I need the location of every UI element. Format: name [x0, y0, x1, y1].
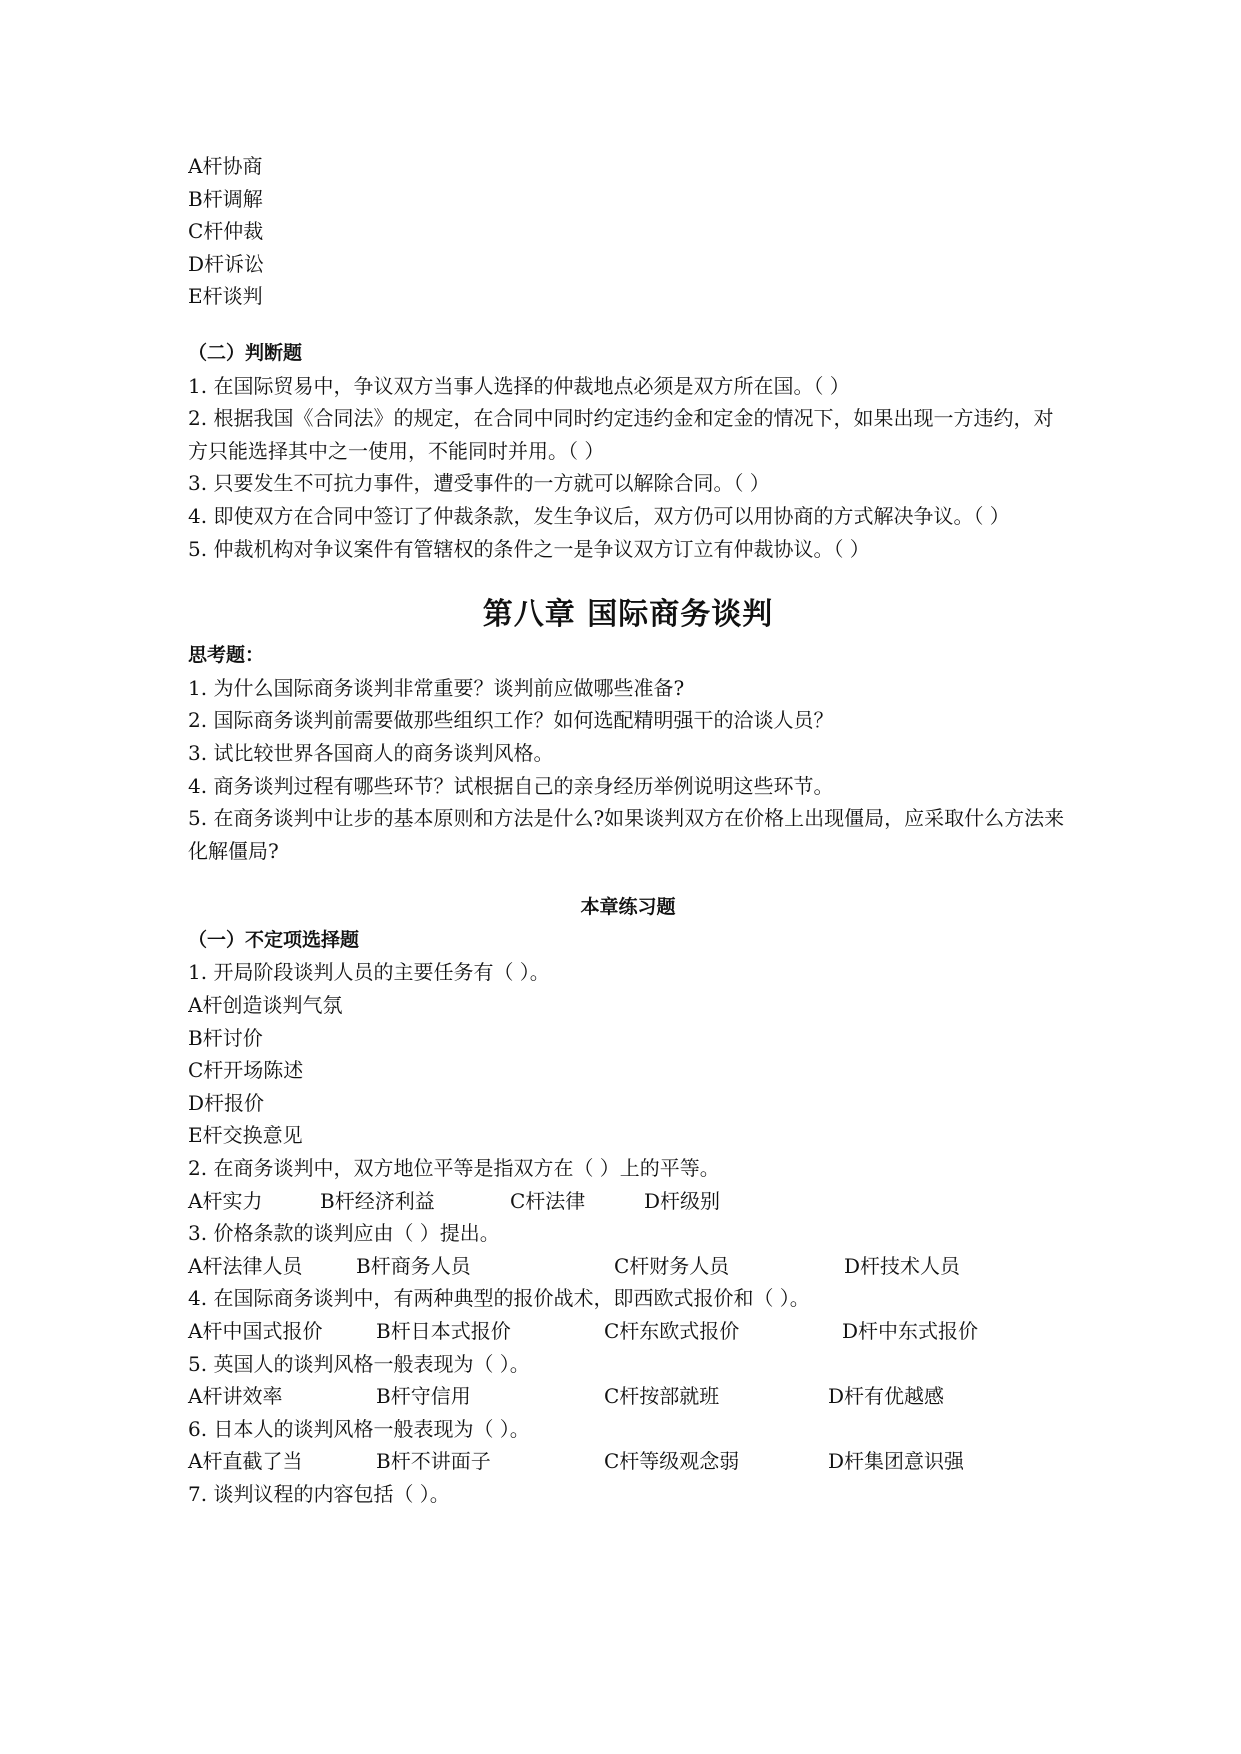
exercise-option: D杆有优越感 — [828, 1384, 945, 1409]
exercise-option: B杆日本式报价 — [376, 1319, 511, 1343]
exercise-option: E杆交换意见 — [188, 1123, 303, 1148]
option-line: A杆协商 — [188, 154, 263, 178]
exercise-question: 5. 英国人的谈判风格一般表现为（ ）。 — [188, 1351, 530, 1376]
judgement-item: 5. 仲裁机构对争议案件有管辖权的条件之一是争议双方订立有仲裁协议。（ ） — [188, 536, 870, 561]
exercise-option: D杆报价 — [188, 1090, 265, 1115]
exercise-question: 3. 价格条款的谈判应由（ ）提出。 — [188, 1221, 500, 1246]
exercises-heading: 本章练习题 — [580, 896, 676, 919]
question-item: 5. 在商务谈判中让步的基本原则和方法是什么?如果谈判双方在价格上出现僵局，应采取什么方法来化解僵局? — [188, 806, 1065, 863]
exercise-option: B杆商务人员 — [356, 1253, 471, 1278]
chapter-title: 第八章 国际商务谈判 — [482, 597, 774, 633]
exercise-option: B杆经济利益 — [320, 1188, 435, 1213]
questions-heading: 思考题： — [188, 644, 265, 667]
exercise-option: C杆财务人员 — [614, 1253, 730, 1278]
question-item: 3. 试比较世界各国商人的商务谈判风格。 — [188, 740, 554, 765]
exercise-option: C杆东欧式报价 — [604, 1319, 740, 1343]
exercise-option: A杆实力 — [188, 1188, 263, 1213]
exercise-options-row — [188, 1185, 1068, 1218]
exercise-option: D杆级别 — [644, 1188, 721, 1213]
exercise-options-row — [188, 1445, 1068, 1478]
section-heading-judgement: （二）判断题 — [188, 341, 303, 364]
exercise-option: D杆集团意识强 — [828, 1449, 965, 1474]
document-page — [188, 150, 1068, 1511]
judgement-item: 1. 在国际贸易中，争议双方当事人选择的仲裁地点必须是双方所在国。（ ） — [188, 373, 850, 398]
option-line: C杆仲裁 — [188, 219, 264, 244]
exercise-options-row — [188, 1315, 1068, 1348]
exercise-option: C杆等级观念弱 — [604, 1449, 740, 1474]
exercise-option: C杆法律 — [510, 1188, 586, 1213]
exercise-option: A杆讲效率 — [188, 1384, 283, 1409]
exercise-options-row — [188, 1380, 1068, 1413]
exercise-question: 6. 日本人的谈判风格一般表现为（ ）。 — [188, 1416, 530, 1441]
judgement-item: 3. 只要发生不可抗力事件，遭受事件的一方就可以解除合同。（ ） — [188, 471, 770, 496]
exercise-question: 7. 谈判议程的内容包括（ ）。 — [188, 1481, 450, 1506]
option-line: D杆诉讼 — [188, 251, 265, 276]
question-item: 2. 国际商务谈判前需要做那些组织工作？如何选配精明强干的洽谈人员？ — [188, 708, 834, 733]
exercise-option: B杆讨价 — [188, 1025, 263, 1050]
exercise-option: D杆技术人员 — [844, 1253, 961, 1278]
exercise-option: D杆中东式报价 — [842, 1319, 979, 1343]
option-line: B杆调解 — [188, 186, 263, 211]
question-item: 1. 为什么国际商务谈判非常重要？谈判前应做哪些准备? — [188, 675, 685, 700]
exercise-option: C杆按部就班 — [604, 1384, 720, 1409]
judgement-item: 4. 即使双方在合同中签订了仲裁条款，发生争议后，双方仍可以用协商的方式解决争议。（ ） — [188, 503, 1010, 528]
exercise-options-row — [188, 1250, 1068, 1283]
exercise-question: 4. 在国际商务谈判中，有两种典型的报价战术，即西欧式报价和（ ）。 — [188, 1286, 810, 1311]
judgement-item: 2. 根据我国《合同法》的规定，在合同中同时约定违约金和定金的情况下，如果出现一方违约，对方只能选择其中之一使用，不能同时并用。（ ） — [188, 406, 1054, 463]
exercise-question: 1. 开局阶段谈判人员的主要任务有（ ）。 — [188, 960, 550, 985]
option-line: E杆谈判 — [188, 284, 263, 309]
section-heading-choice: （一）不定项选择题 — [188, 928, 360, 951]
exercise-option: B杆守信用 — [376, 1384, 471, 1409]
exercise-option: A杆直截了当 — [188, 1449, 303, 1474]
exercise-option: A杆创造谈判气氛 — [188, 993, 343, 1018]
question-item: 4. 商务谈判过程有哪些环节？试根据自己的亲身经历举例说明这些环节。 — [188, 773, 834, 798]
exercise-option: A杆中国式报价 — [188, 1319, 323, 1343]
exercise-option: B杆不讲面子 — [376, 1449, 491, 1474]
exercise-option: C杆开场陈述 — [188, 1058, 304, 1083]
exercise-question: 2. 在商务谈判中，双方地位平等是指双方在（ ）上的平等。 — [188, 1156, 720, 1181]
exercise-option: A杆法律人员 — [188, 1253, 303, 1278]
